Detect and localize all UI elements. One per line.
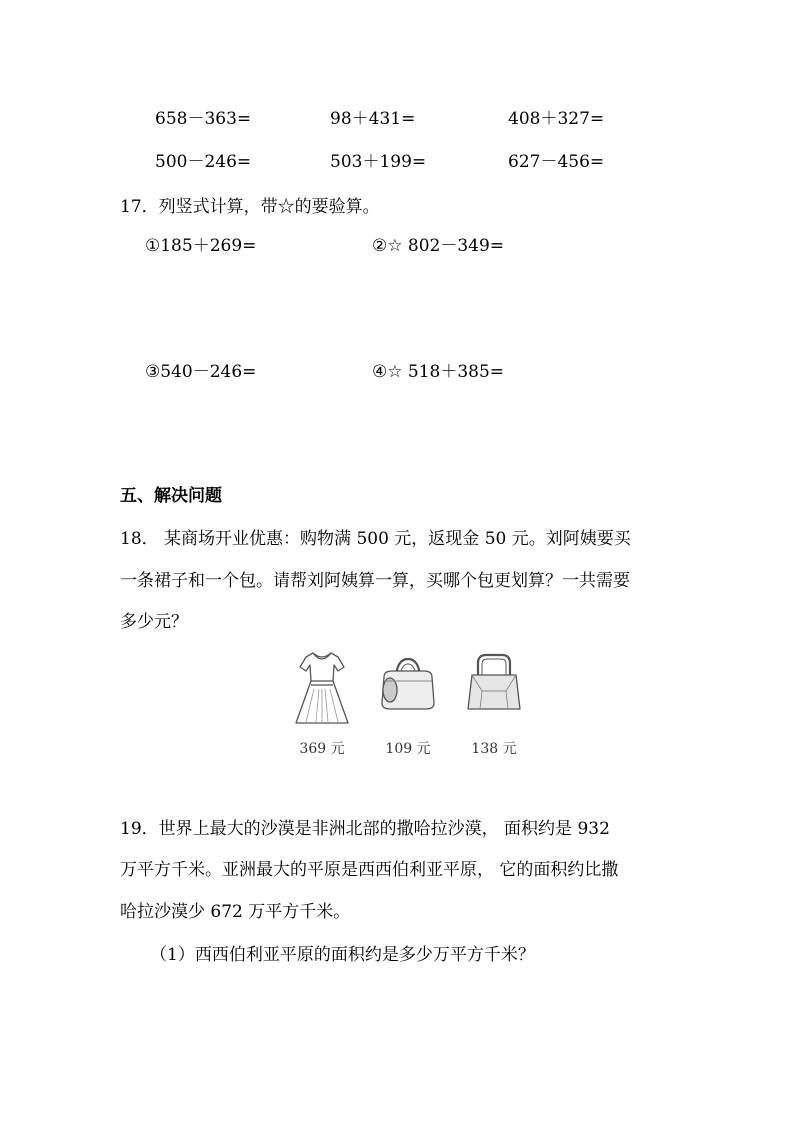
calc-expression: 627－456= bbox=[508, 152, 605, 172]
question-19-line-3: 哈拉沙漠少 672 万平方千米。 bbox=[120, 902, 351, 922]
calc-expression: 503＋199= bbox=[330, 152, 427, 172]
question-19-line-1: 19．世界上最大的沙漠是非洲北部的撒哈拉沙漠， 面积约是 932 bbox=[120, 819, 610, 839]
calc-expression: 658－363= bbox=[155, 109, 252, 129]
q17-item-3: ③540－246= bbox=[145, 362, 257, 382]
question-19-sub-1: （1）西西伯利亚平原的面积约是多少万平方千米？ bbox=[150, 945, 535, 965]
handbag-price: 138 元 bbox=[471, 741, 517, 757]
question-17-title: 17．列竖式计算，带☆的要验算。 bbox=[120, 197, 380, 217]
product-duffel-bag bbox=[368, 645, 448, 760]
duffel-bag-price: 109 元 bbox=[385, 741, 431, 757]
question-18-line-1: 18． 某商场开业优惠：购物满 500 元，返现金 50 元。刘阿姨要买 bbox=[120, 529, 631, 549]
question-18-line-3: 多少元？ bbox=[120, 612, 188, 632]
dress-price: 369 元 bbox=[299, 741, 345, 757]
product-handbag bbox=[454, 645, 534, 760]
calc-expression: 98＋431= bbox=[330, 109, 416, 129]
q17-item-2: ②☆ 802－349= bbox=[372, 236, 505, 256]
handbag-icon bbox=[462, 649, 526, 713]
dress-icon bbox=[292, 649, 352, 727]
section-heading: 五、解决问题 bbox=[120, 486, 222, 506]
question-18-line-2: 一条裙子和一个包。请帮刘阿姨算一算，买哪个包更划算？一共需要 bbox=[120, 571, 630, 591]
question-19-line-2: 万平方千米。亚洲最大的平原是西西伯利亚平原， 它的面积约比撒 bbox=[120, 860, 619, 880]
duffel-bag-icon bbox=[376, 649, 440, 713]
product-dress bbox=[282, 645, 362, 760]
q17-item-1: ①185＋269= bbox=[145, 236, 257, 256]
q17-item-4: ④☆ 518＋385= bbox=[372, 362, 505, 382]
calc-expression: 408＋327= bbox=[508, 109, 605, 129]
calc-expression: 500－246= bbox=[155, 152, 252, 172]
product-figure bbox=[282, 645, 532, 760]
